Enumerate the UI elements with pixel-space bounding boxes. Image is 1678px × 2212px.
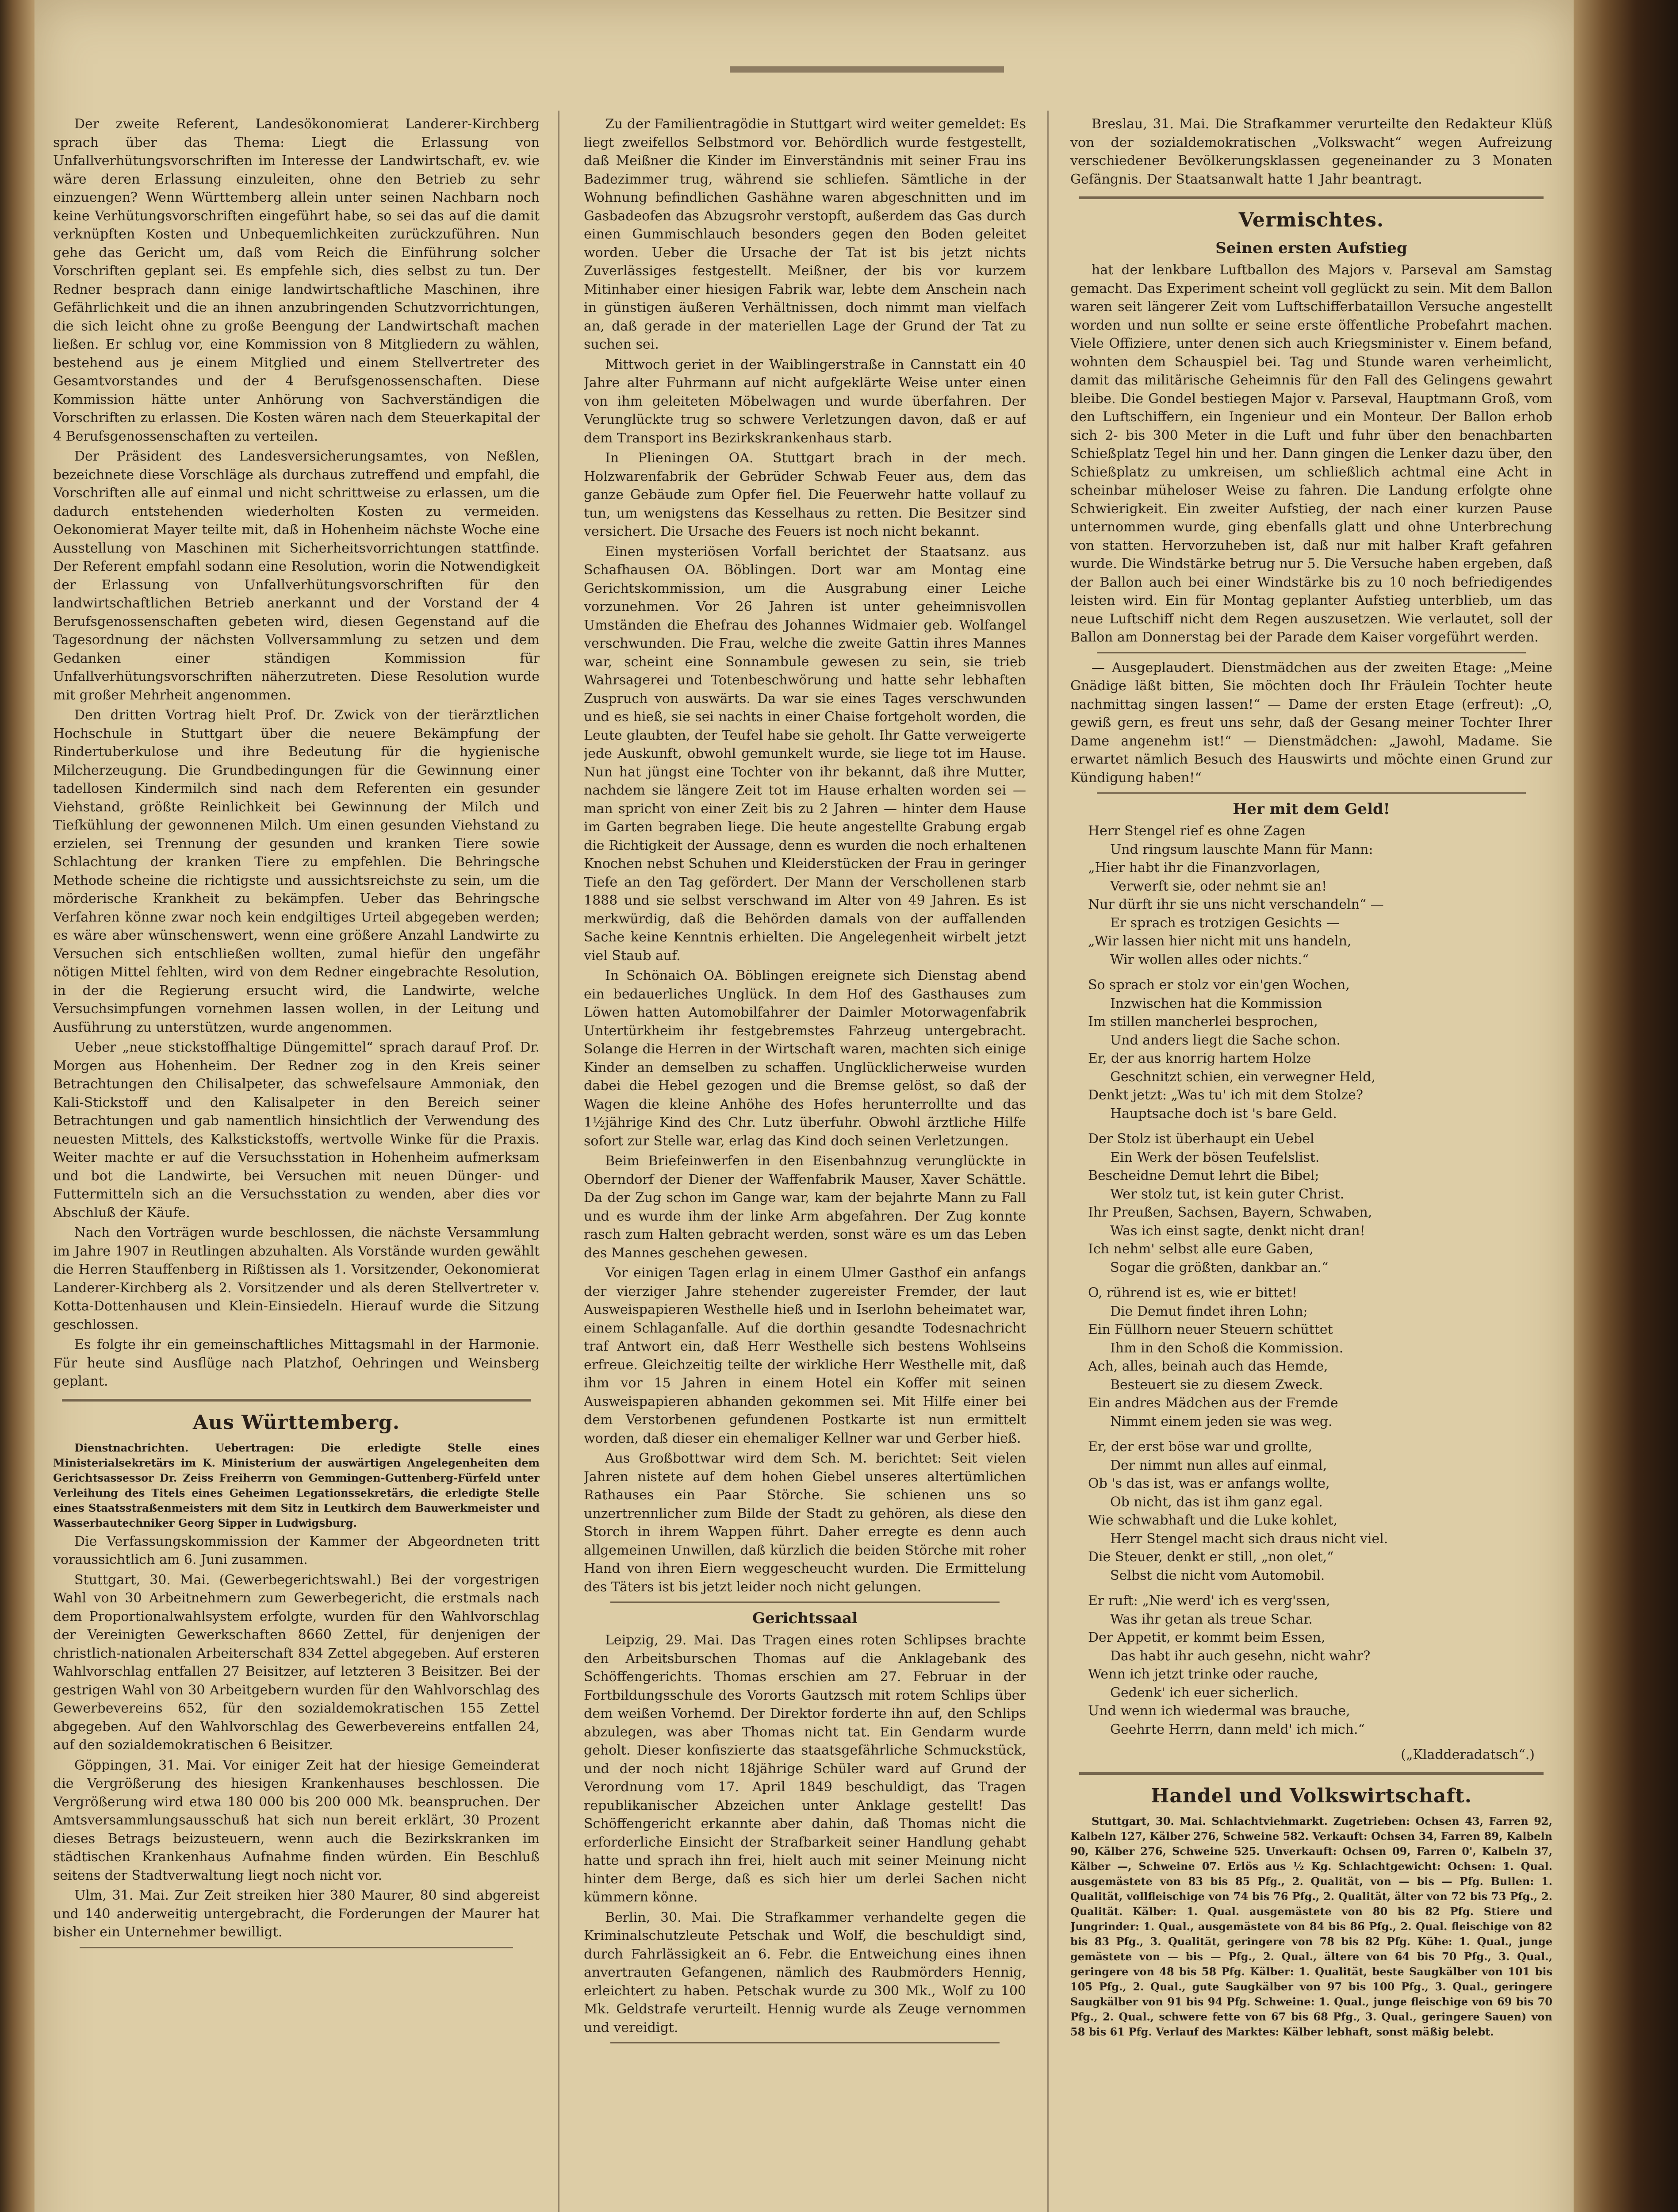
poem-line: Der nimmt nun alles auf einmal, — [1110, 1457, 1327, 1473]
poem-line: Und anders liegt die Sache schon. — [1110, 1032, 1341, 1048]
article-paragraph: Aus Großbottwar wird dem Sch. M. berichtet: Seit vielen Jahren nistete auf dem hohen Giebel unseres altertümlichen Rathauses ein Paar Störche. Sie schienen uns so unzertrennlicher zum Bilde der Stadt zu gehören, als diese den Storch in ihrem Wappen führt. Daher erregte es denn auch allgemeinen Unwillen, daß kürzlich die beiden Störche mit roher Hand von ihren Eiern weggescheucht wurden. Die Ermittelung des Täters ist bis jetzt leider noch nicht gelungen. — [584, 1451, 1026, 1595]
section-heading: Vermischtes. — [1238, 209, 1384, 231]
poem-line: Nur dürft ihr sie uns nicht verschandeln“ — — [1088, 897, 1384, 912]
poem-line: Ein Füllhorn neuer Steuern schüttet — [1088, 1322, 1333, 1337]
poem-line: Wenn ich jetzt trinke oder rauche, — [1088, 1667, 1318, 1682]
poem-line: Er sprach es trotzigen Gesichts — — [1110, 915, 1340, 931]
article-paragraph: Zu der Familientragödie in Stuttgart wird weiter gemeldet: Es liegt zweifellos Selbstmord vor. Behördlich wurde festgestellt, daß Meißner die Kinder im Einverständnis mit seiner Frau ins Badezimmer trug, während sie schliefen. Sämtliche in der Wohnung befindlichen Gashähne waren abgeschnitten und im Gasbadeofen das Abzugsrohr verstopft, außerdem das Gas durch einen Gummischlauch besonders gegen den Boden geleitet worden. Ueber die Ursache der Tat ist bis jetzt nichts Zuverlässiges festgestellt. Meißner, der bis vor kurzem Mitinhaber einer hiesigen Fabrik war, lebte dem Anschein nach in günstigen äußeren Verhältnissen, doch nimmt man vielfach an, daß gerade in der materiellen Lage der Grund der Tat zu suchen sei. — [584, 116, 1026, 352]
article-paragraph: Der zweite Referent, Landesökonomierat Landerer-Kirchberg sprach über das Thema: Liegt die Erlassung von Unfallverhütungsvorschriften im Interesse der Landwirtschaft, ev. wie wäre deren Erlassung einzuleiten, ohne den Betrieb zu sehr einzuengen? Wenn Württemberg allein unter seinen Nachbarn noch keine Verhütungsvorschriften eingeführt habe, so sei das auf die damit verknüpften Kosten und Unbequemlichkeiten zurückzuführen. Nun gehe das Gericht um, daß vom Reich die Einführung solcher Vorschriften geplant sei. Es empfehle sich, dies selbst zu tun. Der Redner besprach dann einige landwirtschaftliche Maschinen, ihre Gefährlichkeit und die an ihnen anzubringenden Schutzvorrichtungen, die sich leicht ohne zu große Beengung der Landwirtschaft machen ließen. Er schlug vor, eine Kommission von 8 Mitgliedern zu wählen, bestehend aus je einem Mitglied und einem Stellvertreter des Gesamtvorstandes und der 4 Berufsgenossenschaften. Diese Kommission hätte unter Anhörung von Sachverständigen die Vorschriften zu erlassen. Die Kosten wären nach dem Steuerkapital der 4 Berufsgenossenschaften zu verteilen. — [53, 116, 540, 444]
poem-line: Die Demut findet ihren Lohn; — [1110, 1303, 1308, 1319]
section-divider — [1097, 792, 1526, 794]
article-paragraph: Die Verfassungskommission der Kammer der Abgeordneten tritt voraussichtlich am 6. Juni zusammen. — [53, 1533, 540, 1567]
section-divider — [610, 1601, 1000, 1603]
poem-line: Ach, alles, beinah auch das Hemde, — [1088, 1359, 1328, 1374]
article-paragraph: Leipzig, 29. Mai. Das Tragen eines roten Schlipses brachte den Arbeitsburschen Thomas auf die Anklagebank des Schöffengerichts. Thomas erschien am 27. Februar in der Fortbildungsschule des Vororts Gautzsch mit rotem Schlips über dem weißen Vorhemd. Der Direktor forderte ihn auf, den Schlips abzulegen, was aber Thomas nicht tat. Ein Gendarm wurde geholt. Dieser konfiszierte das staatsgefährliche Schmuckstück, und der noch nicht 18jährige Schüler ward auf Grund der Verordnung vom 17. April 1849 beschuldigt, das Tragen republikanischer Abzeichen unter Anklage gestellt! Das Schöffengericht erkannte aber dahin, daß Thomas nicht die erforderliche Einsicht der Strafbarkeit seiner Handlung gehabt hatte und sprach ihn frei, hielt auch mit seiner Meinung nicht hinter dem Berge, daß es sich hier um derlei Sachen nicht kümmern könne. — [584, 1632, 1026, 1905]
article-paragraph: Beim Briefeinwerfen in den Eisenbahnzug verunglückte in Oberndorf der Diener der Waffenfabrik Mauser, Xaver Schättle. Da der Zug schon im Gange war, kam der bejahrte Mann zu Fall und es wurde ihm der linke Arm abgefahren. Der Zug konnte rasch zum Halten gebracht werden, sonst wäre es um das Leben des Mannes geschehen gewesen. — [584, 1153, 1026, 1261]
poem-line: Herr Stengel macht sich draus nicht viel. — [1110, 1531, 1388, 1547]
poem-line: Geschnitzt schien, ein verwegner Held, — [1110, 1069, 1375, 1085]
book-binding-left — [0, 0, 34, 2212]
poem-line: Denkt jetzt: „Was tu' ich mit dem Stolze? — [1088, 1087, 1363, 1103]
poem-line: Geehrte Herrn, dann meld' ich mich.“ — [1110, 1721, 1365, 1737]
column-rule — [1047, 111, 1049, 2212]
section-divider — [1097, 652, 1526, 653]
poem-line: Hauptsache doch ist 's bare Geld. — [1110, 1106, 1337, 1121]
masthead-rule — [730, 66, 1004, 73]
poem-line: Ob 's das ist, was er anfangs wollte, — [1088, 1476, 1330, 1491]
poem-line: „Wir lassen hier nicht mit uns handeln, — [1088, 933, 1352, 949]
section-heading: Gerichtssaal — [752, 1609, 858, 1627]
poem-stanza — [1088, 822, 1552, 969]
poem-line: Der Appetit, er kommt beim Essen, — [1088, 1630, 1326, 1645]
poem-line: O, rührend ist es, wie er bittet! — [1088, 1285, 1297, 1301]
poem-line: Und wenn ich wiedermal was brauche, — [1088, 1703, 1350, 1719]
poem-line: Wie schwabhaft und die Luke kohlet, — [1088, 1513, 1338, 1528]
section-heading: Handel und Volkswirtschaft. — [1150, 1784, 1472, 1807]
poem — [1070, 822, 1552, 1739]
poem-stanza — [1088, 1592, 1552, 1739]
poem-stanza — [1088, 1438, 1552, 1585]
poem-line: Verwerft sie, oder nehmt sie an! — [1110, 878, 1327, 894]
poem-credit: („Kladderadatsch“.) — [1401, 1747, 1535, 1763]
market-report — [1070, 1814, 1552, 2039]
poem-line: Ob nicht, das ist ihm ganz egal. — [1110, 1494, 1323, 1510]
article-paragraph: Ulm, 31. Mai. Zur Zeit streiken hier 380 Maurer, 80 sind abgereist und 140 anderweitig untergebracht, die Forderungen der Maurer hat bisher ein Unternehmer bewilligt. — [53, 1888, 540, 1940]
poem-line: Selbst die nicht vom Automobil. — [1110, 1567, 1325, 1583]
poem-line: Was ihr getan als treue Schar. — [1110, 1611, 1313, 1627]
book-binding-right — [1574, 0, 1678, 2212]
market-paragraph: Stuttgart, 30. Mai. Schlachtviehmarkt. Zugetrieben: Ochsen 43, Farren 92, Kalbeln 127, Kälber 276, Schweine 582. Verkauft: Ochsen 34, Farren 89, Kalbeln 90, Kälber 276, Schweine 525. Unverkauft: Ochsen 09, Farren 0', Kalbeln 37, Kälber —, Schweine 07. Erlös aus ½ Kg. Schlachtgewicht: Ochsen: 1. Qual. ausgemästete von 83 bis 85 Pfg., 2. Qualität, von — bis — Pfg. Bullen: 1. Qualität, vollfleischige von 74 bis 76 Pfg., 2. Qualität, älter von 72 bis 73 Pfg., 2. Qualität. Kälber: 1. Qual. ausgemästete von 80 bis 82 Pfg. Stiere und Jungrinder: 1. Qual., ausgemästete von 84 bis 86 Pfg., 2. Qual. fleischige von 82 bis 83 Pfg., 3. Qualität, geringere von 78 bis 82 Pfg. Kühe: 1. Qual., junge gemästete von — bis — Pfg., 2. Qual., ältere von 64 bis 70 Pfg., 3. Qual., geringere von 48 bis 58 Pfg. Kälber: 1. Qualität, beste Saugkälber von 101 bis 105 Pfg., 2. Qual., gute Saugkälber von 97 bis 100 Pfg., 3. Qual., geringere Saugkälber von 91 bis 94 Pfg. Schweine: 1. Qual., junge fleischige von 69 bis 70 Pfg., 2. Qual., schwere fette von 67 bis 68 Pfg., 3. Qual., geringere Sauen) von 58 bis 61 Pfg. Verlauf des Marktes: Kälber lebhaft, sonst mäßig belebt. — [1070, 1814, 1552, 2038]
article-paragraph: Der Präsident des Landesversicherungsamtes, von Neßlen, bezeichnete diese Vorschläge als durchaus zutreffend und empfahl, die Vorschriften alle auf einmal und nicht schrittweise zu erlassen, um die dadurch entstehenden wiederholten Kosten zu vermeiden. Oekonomierat Mayer teilte mit, daß in Hohenheim nächste Woche eine Ausstellung von Maschinen mit Sicherheitsvorrichtungen stattfinde. Der Referent empfahl sodann eine Resolution, worin die Notwendigkeit der Erlassung von Unfallverhütungsvorschriften für den landwirtschaftlichen Betrieb anerkannt und der Vorstand der 4 Berufsgenossenschaften gebeten wird, diesen Gegenstand auf die Tagesordnung der nächsten Vollversammlung zu setzen und dem Gedanken einer ständigen Kommission für Unfallverhütungsvorschriften näherzutreten. Diese Resolution wurde mit großer Mehrheit angenommen. — [53, 449, 540, 703]
poem-line: Herr Stengel rief es ohne Zagen — [1088, 823, 1306, 839]
poem-line: Der Stolz ist überhaupt ein Uebel — [1088, 1131, 1314, 1147]
poem-line: Gedenk' ich euer sicherlich. — [1110, 1685, 1299, 1701]
poem-line: Besteuert sie zu diesem Zweck. — [1110, 1377, 1323, 1393]
poem-line: Inzwischen hat die Kommission — [1110, 995, 1322, 1011]
article-paragraph: Breslau, 31. Mai. Die Strafkammer verurteilte den Redakteur Klüß von der sozialdemokratischen „Volkswacht“ wegen Aufreizung verschiedener Bevölkerungsklassen gegeneinander zu 3 Monaten Gefängnis. Der Staatsanwalt hatte 1 Jahr beantragt. — [1070, 116, 1552, 187]
poem-line: Er, der erst böse war und grollte, — [1088, 1439, 1312, 1455]
article-paragraph: Es folgte ihr ein gemeinschaftliches Mittagsmahl in der Harmonie. Für heute sind Ausflüge nach Platzhof, Oehringen und Weinsberg geplant. — [53, 1337, 540, 1389]
article-paragraph: Stuttgart, 30. Mai. (Gewerbegerichtswahl.) Bei der vorgestrigen Wahl von 30 Arbeitnehmern zum Gewerbegericht, die erstmals nach dem Proportionalwahlsystem erfolgte, wurden für den Wahlvorschlag der Vereinigten Gewerkschaften 8660 Zettel, für denjenigen der christlich-nationalen Arbeiterschaft 834 Zettel abgegeben. Auf ersteren Wahlvorschlag entfallen 27 Beisitzer, auf letzteren 3 Beisitzer. Bei der gestrigen Wahl von 30 Arbeitgebern wurden für den Wahlvorschlag des Gewerbevereins 652, für den sozialdemokratischen 155 Zettel abgegeben. Auf den Wahlvorschlag des Gewerbevereins entfallen 24, auf den sozialdemokratischen 6 Beisitzer. — [53, 1572, 540, 1753]
section-heading: Aus Württemberg. — [192, 1411, 400, 1434]
poem-line: Ein Werk der bösen Teufelslist. — [1110, 1149, 1320, 1165]
poem-line: Das habt ihr auch gesehn, nicht wahr? — [1110, 1648, 1371, 1664]
article-paragraph: — Ausgeplaudert. Dienstmädchen aus der zweiten Etage: „Meine Gnädige läßt bitten, Sie möchten doch Ihr Fräulein Tochter heute nachmittag singen lassen!“ — Dame der ersten Etage (erfreut): „O, gewiß gern, es freut uns sehr, daß der Gesang meiner Tochter Ihrer Dame angenehm ist!“ — Dienstmädchen: „Jawohl, Madame. Sie erwartet nämlich Besuch des Hauswirts und möchte einen Grund zur Kündigung haben!“ — [1070, 660, 1552, 786]
article-paragraph: hat der lenkbare Luftballon des Majors v. Parseval am Samstag gemacht. Das Experiment scheint voll geglückt zu sein. Mit dem Ballon waren seit längerer Zeit vom Luftschifferbataillon Versuche angestellt worden und nun sollte er seine erste öffentliche Probefahrt machen. Viele Offiziere, unter denen sich auch Kriegsminister v. Einem befand, wohnten dem Schauspiel bei. Tag und Stunde waren verheimlicht, damit das militärische Geheimnis für den Fall des Gelingens gewahrt bleibe. Die Gondel bestiegen Major v. Parseval, Hauptmann Groß, vom den Luftschiffern, ein Ingenieur und ein Monteur. Der Ballon erhob sich 2- bis 300 Meter in die Luft und fuhr über den benachbarten Schießplatz Tegel hin und her. Dann gingen die Lenker dazu über, den Schießplatz zu umkreisen, um schließlich achtmal eine Acht in scheinbar müheloser Weise zu fahren. Die Landung erfolgte ohne Schwierigkeit. Ein zweiter Aufstieg, der nach einer kurzen Pause unternommen wurde, ging ebenfalls glatt und ohne Unterbrechung von statten. Hervorzuheben ist, daß nur mit halber Kraft gefahren wurde. Die Windstärke betrug nur 5. Die Versuche haben ergeben, daß der Ballon auch bei einer Windstärke bis zu 10 noch befriedigendes leisten wird. Ein für Montag geplanter Aufstieg unterblieb, um das neue Luftschiff nicht dem Regen auszusetzen. Wie verlautet, soll der Ballon am Donnerstag bei der Parade dem Kaiser vorgeführt werden. — [1070, 262, 1552, 645]
poem-line: Was ich einst sagte, denkt nicht dran! — [1110, 1223, 1365, 1239]
poem-line: Er ruft: „Nie werd' ich es verg'ssen, — [1088, 1593, 1330, 1609]
article-paragraph: In Plieningen OA. Stuttgart brach in der mech. Holzwarenfabrik der Gebrüder Schwab Feuer aus, dem das ganze Gebäude zum Opfer fiel. Die Feuerwehr hatte vollauf zu tun, um wenigstens das Kesselhaus zu retten. Die Besitzer sind versichert. Die Ursache des Feuers ist noch nicht bekannt. — [584, 450, 1026, 539]
poem-line: „Hier habt ihr die Finanzvorlagen, — [1088, 860, 1321, 876]
column-2 — [584, 115, 1026, 2212]
poem-line: So sprach er stolz vor ein'gen Wochen, — [1088, 977, 1350, 993]
poem-line: Wir wollen alles oder nichts.“ — [1110, 952, 1309, 968]
column-3 — [1070, 115, 1552, 2212]
article-title: Seinen ersten Aufstieg — [1215, 239, 1407, 257]
poem-stanza — [1088, 1130, 1552, 1277]
section-divider — [610, 2042, 1000, 2043]
notice-block — [53, 1440, 540, 1531]
article-paragraph: Vor einigen Tagen erlag in einem Ulmer Gasthof ein anfangs der vierziger Jahre stehender zugereister Fremder, der laut Ausweispapieren Westhelle hieß und in Iserlohn beheimatet war, einem Schlaganfalle. Auf die dorthin gesandte Todesnachricht traf Antwort ein, daß Herr Westhelle sich bestens Wohlseins erfreue. Gleichzeitig teilte der wirkliche Herr Westhelle mit, daß ihm vor 15 Jahren in einem Hotel ein Koffer mit seinen Ausweispapieren abhanden gekommen sei. Mit Hilfe einer bei dem Verstorbenen gefundenen Postkarte ist nun ermittelt worden, daß dieser ein ehemaliger Kellner war und Gerber hieß. — [584, 1265, 1026, 1446]
article-paragraph: Ueber „neue stickstoffhaltige Düngemittel“ sprach darauf Prof. Dr. Morgen aus Hohenheim. Der Redner zog in den Kreis seiner Betrachtungen den Chilisalpeter, das schwefelsaure Ammoniak, den Kali-Stickstoff und den Kalisalpeter in den Bereich seiner Betrachtungen und gab namentlich hinsichtlich der Verwendung des neuesten Mittels, des Kalkstickstoffs, wertvolle Winke für die Praxis. Weiter machte er auf die Versuchsstation in Hohenheim aufmerksam und bot die Landwirte, bei Versuchen mit neuen Dünger- und Futtermitteln sich an die Versuchsstation zu wenden, aber dies vor Abschluß der Käufe. — [53, 1040, 540, 1221]
poem-stanza — [1088, 1284, 1552, 1431]
poem-line: Ich nehm' selbst alle eure Gaben, — [1088, 1241, 1314, 1257]
article-paragraph: Nach den Vorträgen wurde beschlossen, die nächste Versammlung im Jahre 1907 in Reutlingen abzuhalten. Als Vorstände wurden gewählt die Herren Stauffenberg in Rißtissen als 1. Vorsitzender, Oekonomierat Landerer-Kirchberg als 2. Vorsitzender und als deren Stellvertreter v. Kotta-Dottenhausen und Klein-Einsiedeln. Hierauf wurde die Sitzung geschlossen. — [53, 1225, 540, 1333]
section-divider — [1079, 1772, 1544, 1775]
notice-paragraph: Dienstnachrichten. Uebertragen: Die erledigte Stelle eines Ministerialsekretärs im K. Ministerium der auswärtigen Angelegenheiten dem Gerichtsassessor Dr. Zeiss Freiherrn von Gemmingen-Guttenberg-Fürfeld unter Verleihung des Titels eines Geheimen Legationssekretärs, die erledigte Stelle eines Staatsstraßenmeisters mit dem Sitz in Leutkirch dem Bauwerkmeister und Wasserbautechniker Georg Sipper in Ludwigsburg. — [53, 1441, 540, 1529]
article-paragraph: In Schönaich OA. Böblingen ereignete sich Dienstag abend ein bedauerliches Unglück. In dem Hof des Gasthauses zum Löwen hatten Automobilfahrer der Daimler Motorwagenfabrik Untertürkheim ihr festgebremstes Fahrzeug untergebracht. Solange die Herren in der Wirtschaft waren, machten sich einige Kinder an demselben zu schaffen. Unglücklicherweise wurden dabei die Hebel gezogen und die Bremse gelöst, so daß der Wagen die kleine Anhöhe des Hofes herunterrollte und das 1½jährige Kind des Chr. Lutz überfuhr. Obwohl ärztliche Hilfe sofort zur Stelle war, erlag das Kind doch seinen Verletzungen. — [584, 968, 1026, 1149]
poem-line: Sogar die größten, dankbar an.“ — [1110, 1260, 1329, 1275]
poem-stanza — [1088, 976, 1552, 1123]
poem-line: Die Steuer, denkt er still, „non olet,“ — [1088, 1549, 1334, 1565]
article-paragraph: Mittwoch geriet in der Waiblingerstraße in Cannstatt ein 40 Jahre alter Fuhrmann auf nicht aufgeklärte Weise unter einen von ihm geleiteten Möbelwagen und wurde überfahren. Der Verunglückte trug so schwere Verletzungen davon, daß er auf dem Transport ins Bezirkskrankenhaus starb. — [584, 357, 1026, 446]
column-rule — [558, 111, 559, 2212]
poem-line: Wer stolz tut, ist kein guter Christ. — [1110, 1186, 1345, 1202]
article-paragraph: Berlin, 30. Mai. Die Strafkammer verhandelte gegen die Kriminalschutzleute Petschak und Wolf, die beschuldigt sind, durch Fahrlässigkeit an 6. Febr. die Entweichung eines ihnen anvertrauten Gefangenen, nämlich des Raubmörders Hennig, erleichtert zu haben. Petschak wurde zu 300 Mk., Wolf zu 100 Mk. Geldstrafe verurteilt. Hennig wurde als Zeuge vernommen und vereidigt. — [584, 1909, 1026, 2035]
article-paragraph: Göppingen, 31. Mai. Vor einiger Zeit hat der hiesige Gemeinderat die Vergrößerung des hiesigen Krankenhauses beschlossen. Die Vergrößerung wird etwa 180 000 bis 200 000 Mk. beanspruchen. Der Amtsversammlungsausschuß hat sich nun bereit erklärt, 30 Prozent dieses Betrags beizusteuern, wenn auch die Bezirkskranken im städtischen Krankenhaus Aufnahme finden würden. Ein Beschluß seitens der Stadtverwaltung liegt noch nicht vor. — [53, 1757, 540, 1883]
poem-line: Ein andres Mädchen aus der Fremde — [1088, 1395, 1338, 1411]
section-divider — [1079, 196, 1544, 199]
poem-line: Nimmt einem jeden sie was weg. — [1110, 1413, 1333, 1429]
poem-line: Ihr Preußen, Sachsen, Bayern, Schwaben, — [1088, 1205, 1372, 1220]
poem-line: Ihm in den Schoß die Kommission. — [1110, 1340, 1344, 1356]
article-paragraph: Den dritten Vortrag hielt Prof. Dr. Zwick von der tierärztlichen Hochschule in Stuttgart über die neuere Bekämpfung der Rindertuberkulose und ihre Bedeutung für die hygienische Milcherzeugung. Die Grundbedingungen für die Gewinnung einer tadellosen Kindermilch sind nach dem Referenten ein gesunder Viehstand, größte Reinlichkeit bei Gewinnung der Milch und Tiefkühlung der gewonnenen Milch. Um einen gesunden Viehstand zu erzielen, sei Trennung der gesunden und kranken Tiere sowie Schlachtung der kranken Tiere zu empfehlen. Die Behringsche Methode scheine die richtigste und aussichtsreichste zu sein, um die mörderische Krankheit zu bekämpfen. Ueber das Behringsche Verfahren könne zwar noch kein endgiltiges Urteil abgegeben werden; es wäre aber wünschenswert, wenn eine größere Anzahl Landwirte zu Versuchen sich entschließen wollten, zumal hiefür den ungefähr nötigen Mittel fehlten, wird von dem Redner eingebrachte Resolution, in der die Regierung ersucht wird, die Landwirte, welche Versuchsimpfungen vornehmen lassen wollen, in der Leitung und Ausführung zu unterstützen, wurde angenommen. — [53, 707, 540, 1035]
article-paragraph: Einen mysteriösen Vorfall berichtet der Staatsanz. aus Schafhausen OA. Böblingen. Dort war am Montag eine Gerichtskommission, um die Ausgrabung einer Leiche vorzunehmen. Vor 26 Jahren ist unter geheimnisvollen Umständen die Ehefrau des Johannes Widmaier geb. Wolfangel verschwunden. Die Frau, welche die zweite Gattin ihres Mannes war, scheint eine Sonnambule gewesen zu sein, sie trieb Wahrsagerei und Totenbeschwörung und hatte sehr lebhaften Zuspruch von auswärts. Da war sie eines Tages verschwunden und es hieß, sie sei nachts in einer Chaise fortgeholt worden, die Leute glaubten, der Teufel habe sie geholt. Ihr Gatte verweigerte jede Auskunft, obwohl gemunkelt wurde, sie liege tot im Hause. Nun hat jüngst eine Tochter von ihr bekannt, daß ihre Mutter, nachdem sie längere Zeit tot im Hause erhalten worden sei — man spricht von einer Zeit bis zu 2 Jahren — hinter dem Hause im Garten begraben liege. Die heute angestellte Grabung ergab die Richtigkeit der Aussage, denn es wurden die noch erhaltenen Knochen nebst Schuhen und Kleiderstücken der Frau in geringer Tiefe an den Tag gefördert. Der Mann der Verschollenen starb 1888 und sie selbst verschwand im Alter von 49 Jahren. Es ist merkwürdig, daß die Behörden damals von der auffallenden Sache keine Kenntnis erhielten. Die Angelegenheit wirbelt jetzt viel Staub auf. — [584, 544, 1026, 964]
section-divider — [80, 1947, 513, 1948]
section-divider — [62, 1399, 531, 1402]
poem-line: Er, der aus knorrig hartem Holze — [1088, 1051, 1311, 1066]
poem-line: Im stillen mancherlei besprochen, — [1088, 1014, 1318, 1029]
poem-title: Her mit dem Geld! — [1233, 800, 1390, 818]
poem-line: Und ringsum lauschte Mann für Mann: — [1110, 841, 1373, 857]
column-1 — [53, 115, 540, 2212]
poem-line: Bescheidne Demut lehrt die Bibel; — [1088, 1168, 1319, 1183]
